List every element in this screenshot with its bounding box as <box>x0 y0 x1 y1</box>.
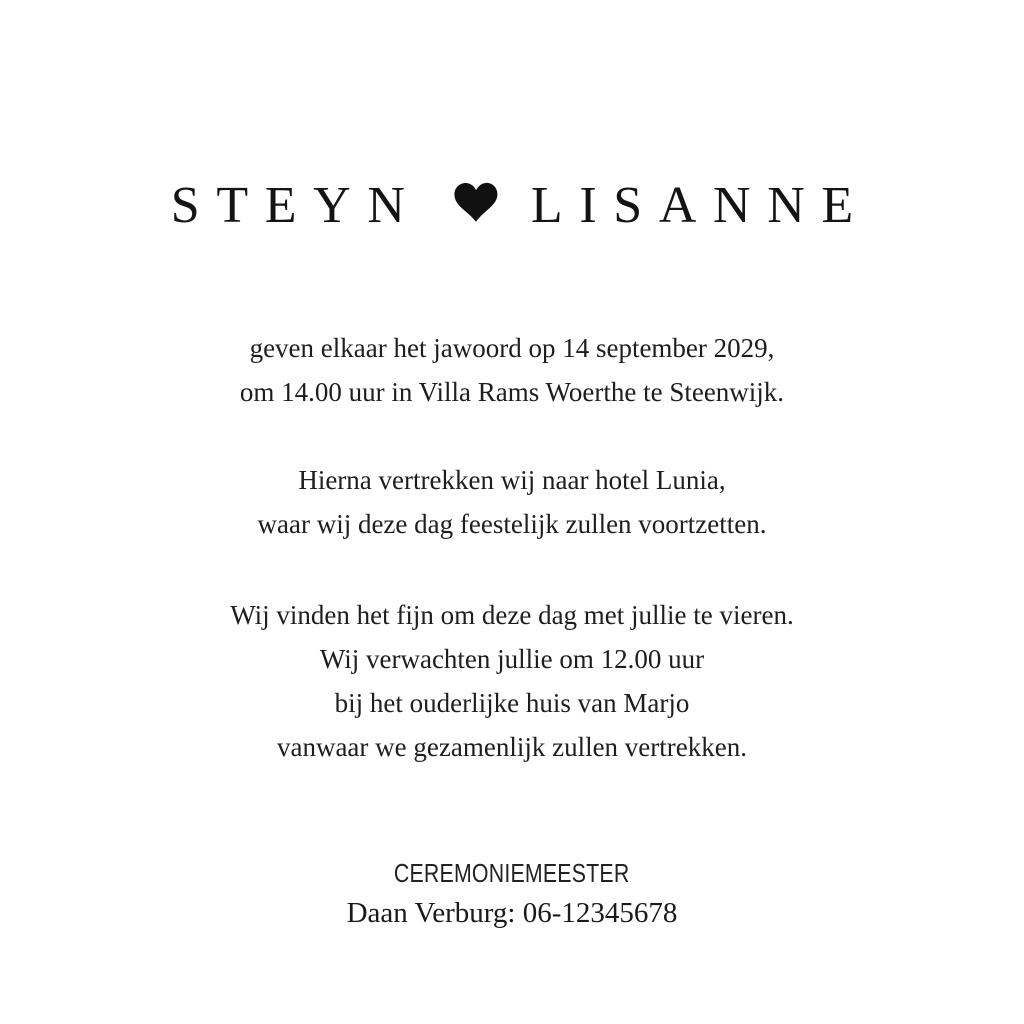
hotel-line-1: Hierna vertrekken wij naar hotel Lunia, <box>298 465 726 495</box>
heart-icon <box>453 182 499 224</box>
ceremony-details-paragraph <box>240 326 784 414</box>
ceremony-line-2: om 14.00 uur in Villa Rams Woerthe te Steenwijk. <box>239 377 785 407</box>
hotel-line-2: waar wij deze dag feestelijk zullen voortzetten. <box>257 509 767 539</box>
ceremony-master-contact: Daan Verburg: 06-12345678 <box>346 897 678 929</box>
couple-names-title <box>170 177 870 234</box>
invitation-line-1: Wij vinden het fijn om deze dag met jullie te vieren. <box>230 600 794 630</box>
ceremony-line-1: geven elkaar het jawoord op 14 september 2029, <box>249 333 775 363</box>
bride-name: LISANNE <box>530 177 870 234</box>
guest-invitation-paragraph <box>230 593 793 769</box>
hotel-details-paragraph <box>257 458 766 546</box>
groom-name: STEYN <box>170 177 422 234</box>
invitation-line-4: vanwaar we gezamenlijk zullen vertrekken. <box>276 732 747 762</box>
invitation-line-2: Wij verwachten jullie om 12.00 uur <box>319 644 705 674</box>
ceremony-master-label: CEREMONIEMEESTER <box>394 858 630 888</box>
invitation-line-3: bij het ouderlijke huis van Marjo <box>334 688 690 718</box>
